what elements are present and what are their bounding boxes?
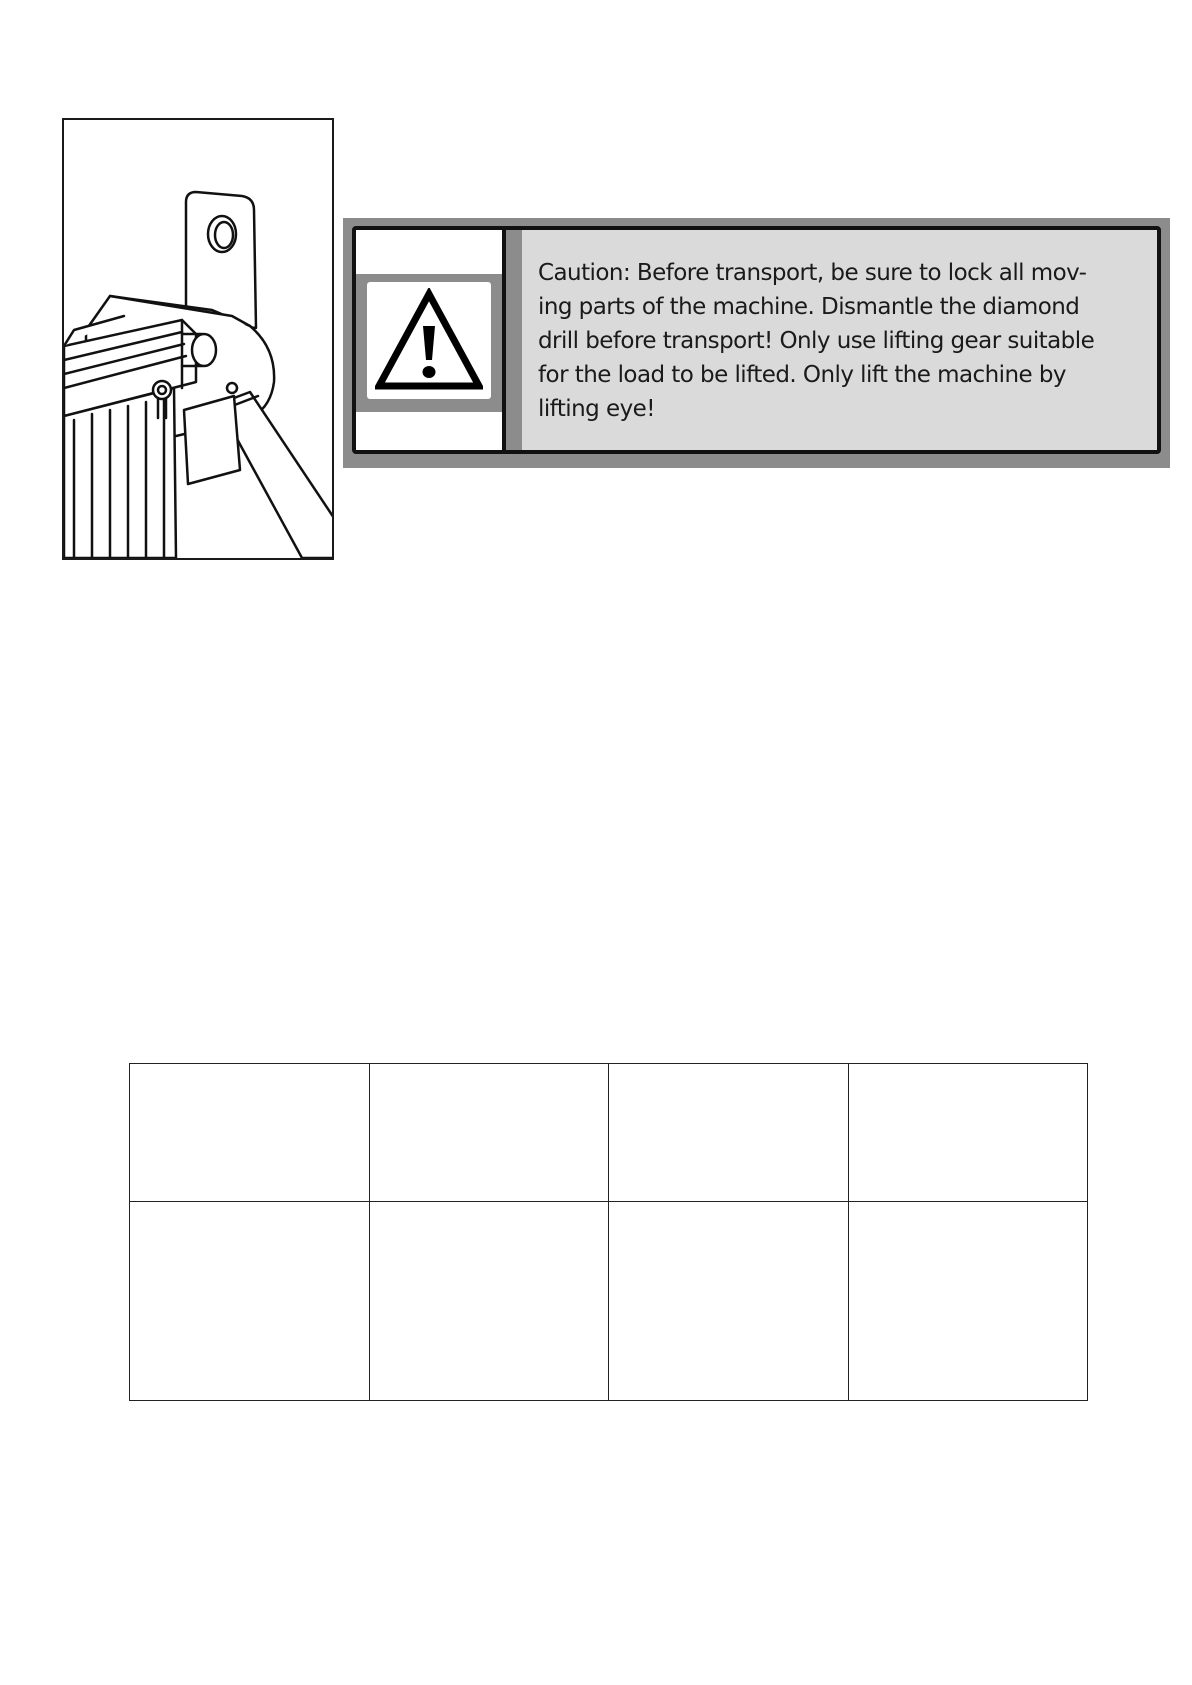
table-cell [609, 1064, 849, 1202]
table-cell [848, 1064, 1088, 1202]
caution-text [538, 256, 1146, 426]
caution-line-3: drill before transport! Only use lifting gear suitable [538, 328, 1095, 354]
lifting-eye-drawing [64, 120, 332, 558]
table-cell [848, 1202, 1088, 1401]
caution-line-4: for the load to be lifted. Only lift the machine by [538, 362, 1066, 388]
caution-line-5: lifting eye! [538, 396, 655, 422]
icon-tile [367, 282, 491, 399]
caution-box [343, 218, 1170, 468]
table-cell [130, 1064, 370, 1202]
caution-divider [506, 230, 522, 450]
table-cell [130, 1202, 370, 1401]
table-cell [369, 1064, 609, 1202]
caution-line-2: ing parts of the machine. Dismantle the diamond [538, 294, 1080, 320]
caution-panel [352, 226, 1161, 454]
table-cell [609, 1202, 849, 1401]
warning-triangle-icon [375, 288, 483, 392]
machine-illustration [62, 118, 334, 560]
caution-line-1: Caution: Before transport, be sure to lock all mov- [538, 260, 1087, 286]
table-row [130, 1064, 1088, 1202]
table-row [130, 1202, 1088, 1401]
caution-icon-cell [356, 230, 506, 450]
table-cell [369, 1202, 609, 1401]
empty-table [129, 1063, 1088, 1401]
